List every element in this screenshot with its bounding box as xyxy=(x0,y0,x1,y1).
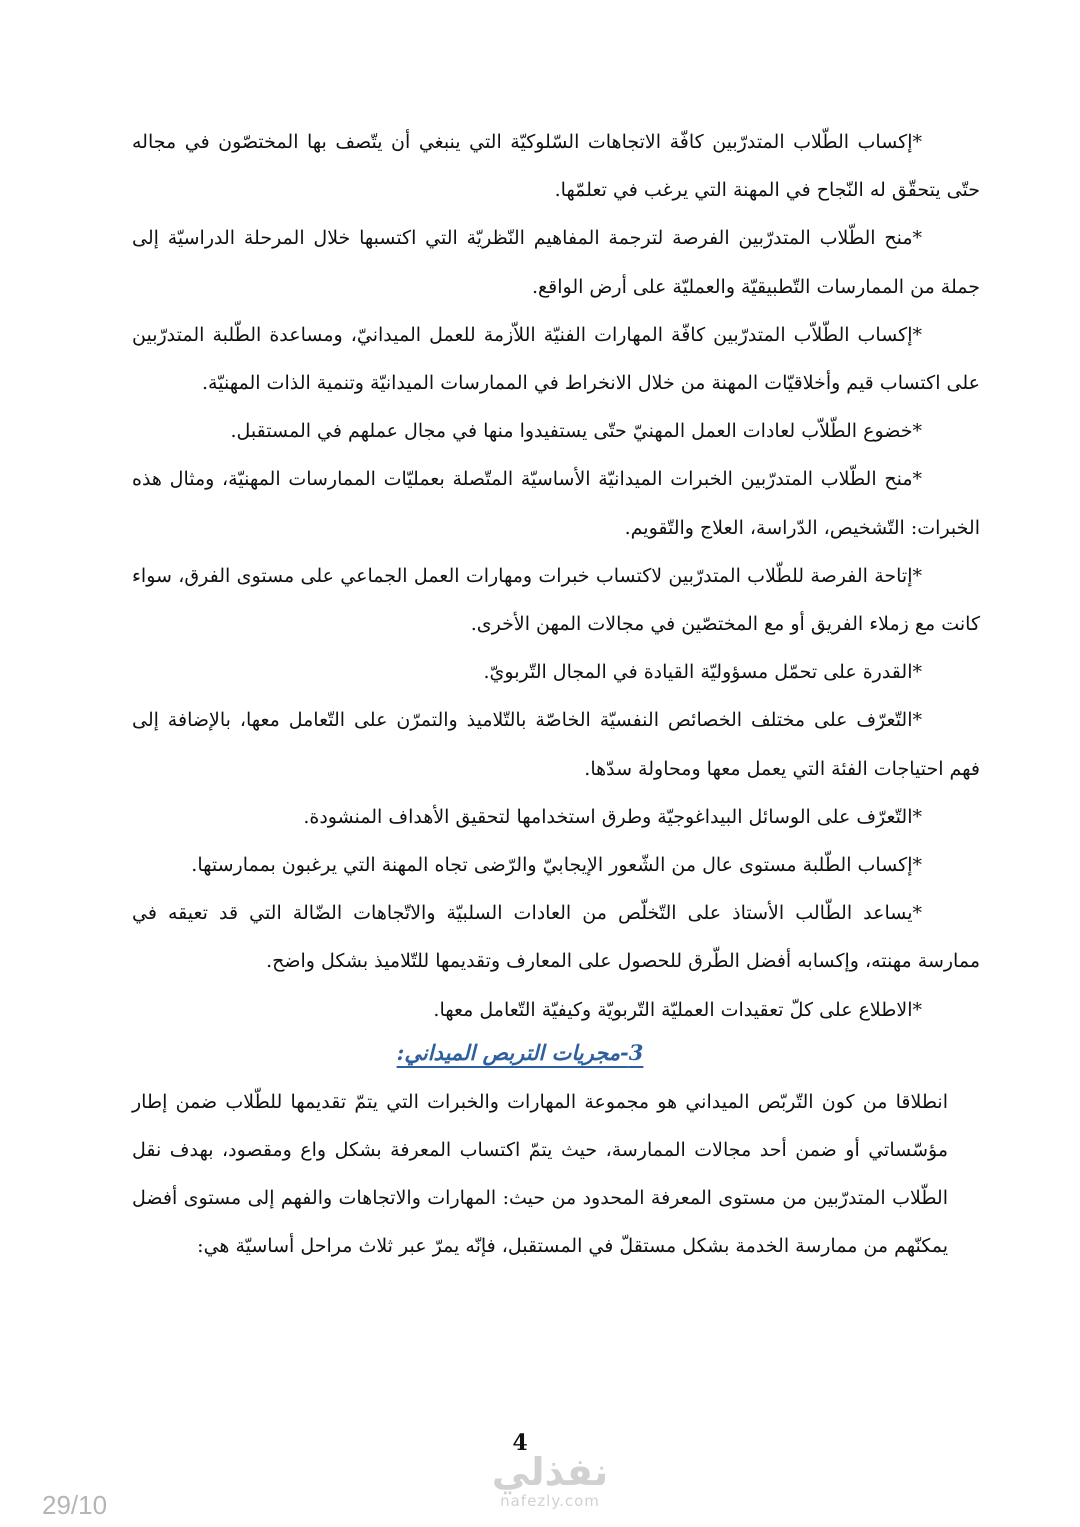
watermark-latin: nafezly.com xyxy=(500,1492,600,1510)
objective-item: *منح الطّلاب المتدرّبين الخبرات الميدانيّة الأساسيّة المتّصلة بعمليّات الممارسات المهنيّة، ومثال هذه الخبرات: التّشخيص، الدّراسة، العلاج والتّقويم. xyxy=(132,468,980,539)
objectives-list xyxy=(132,118,980,1034)
objective-item: *إكساب الطّلبة مستوى عال من الشّعور الإيجابيّ والرّضى تجاه المهنة التي يرغبون بممارستها. xyxy=(191,854,922,877)
objective-item: *إتاحة الفرصة للطّلاب المتدرّبين لاكتساب خبرات ومهارات العمل الجماعي على مستوى الفرق، سواء كانت مع زملاء الفريق أو مع المختصّين في مجالات المهن الأخرى. xyxy=(132,564,980,636)
page-number: 4 xyxy=(512,1430,528,1456)
objective-item: *التّعرّف على الوسائل البيداغوجيّة وطرق استخدامها لتحقيق الأهداف المنشودة. xyxy=(303,805,922,828)
objective-item: *الاطلاع على كلّ تعقيدات العمليّة التّربويّة وكيفيّة التّعامل معها. xyxy=(433,998,922,1021)
section-heading: 3-مجريات التربص الميداني: xyxy=(396,1040,644,1065)
objective-item: *إكساب الطّلاّب المتدرّبين كافّة المهارات الفنيّة اللاّزمة للعمل الميدانيّ، ومساعدة الطّلبة المتدرّبين على اكتساب قيم وأخلاقيّات المهنة من خلال الانخراط في الممارسات الميدانيّة وتنمية الذات المهنيّة. xyxy=(132,323,980,395)
section-body xyxy=(132,1078,948,1270)
section-paragraph: انطلاقا من كون التّربّص الميداني هو مجموعة المهارات والخبرات التي يتمّ تقديمها للطّلاب ضمن إطار مؤسّساتي أو ضمن أحد مجالات الممارسة، حيث يتمّ اكتساب المعرفة بشكل واع ومقصود، بهدف نقل الطّلاب المتدرّبين من مستوى المعرفة المحدود من حيث: المهارات والاتجاهات والفهم إلى مستوى أفضل يمكنّهم من ممارسة الخدمة بشكل مستقلّ في المستقبل، فإنّه يمرّ عبر ثلاث مراحل أساسيّة هي: xyxy=(132,1091,948,1257)
objective-item: *التّعرّف على مختلف الخصائص النفسيّة الخاصّة بالتّلاميذ والتمرّن على التّعامل معها، بالإضافة إلى فهم احتياجات الفئة التي يعمل معها ومحاولة سدّها. xyxy=(132,709,980,780)
objective-item: *إكساب الطّلاب المتدرّبين كافّة الاتجاهات السّلوكيّة التي ينبغي أن يتّصف بها المختصّون في مجاله حتّى يتحقّق له النّجاح في المهنة التي يرغب في تعلمّها. xyxy=(132,131,980,202)
watermark-logo xyxy=(470,1452,630,1510)
objective-item: *القدرة على تحمّل مسؤوليّة القيادة في المجال التّربويّ. xyxy=(483,661,922,684)
objective-item: *خضوع الطّلاّب لعادات العمل المهنيّ حتّى يستفيدوا منها في مجال عملهم في المستقبل. xyxy=(230,420,922,443)
watermark-arabic: نفذلي xyxy=(491,1450,609,1494)
page-counter: 29/10 xyxy=(42,1490,108,1520)
objective-item: *يساعد الطّالب الأستاذ على التّخلّص من العادات السلبيّة والاتّجاهات الضّالة التي قد تعيقه في ممارسة مهنته، وإكسابه أفضل الطّرق للحصول على المعارف وتقديمها للتّلاميذ بشكل واضح. xyxy=(132,902,980,973)
objective-item: *منح الطّلاب المتدرّبين الفرصة لترجمة المفاهيم النّظريّة التي اكتسبها خلال المرحلة الدراسيّة إلى جملة من الممارسات التّطبيقيّة والعمليّة على أرض الواقع. xyxy=(132,227,980,298)
